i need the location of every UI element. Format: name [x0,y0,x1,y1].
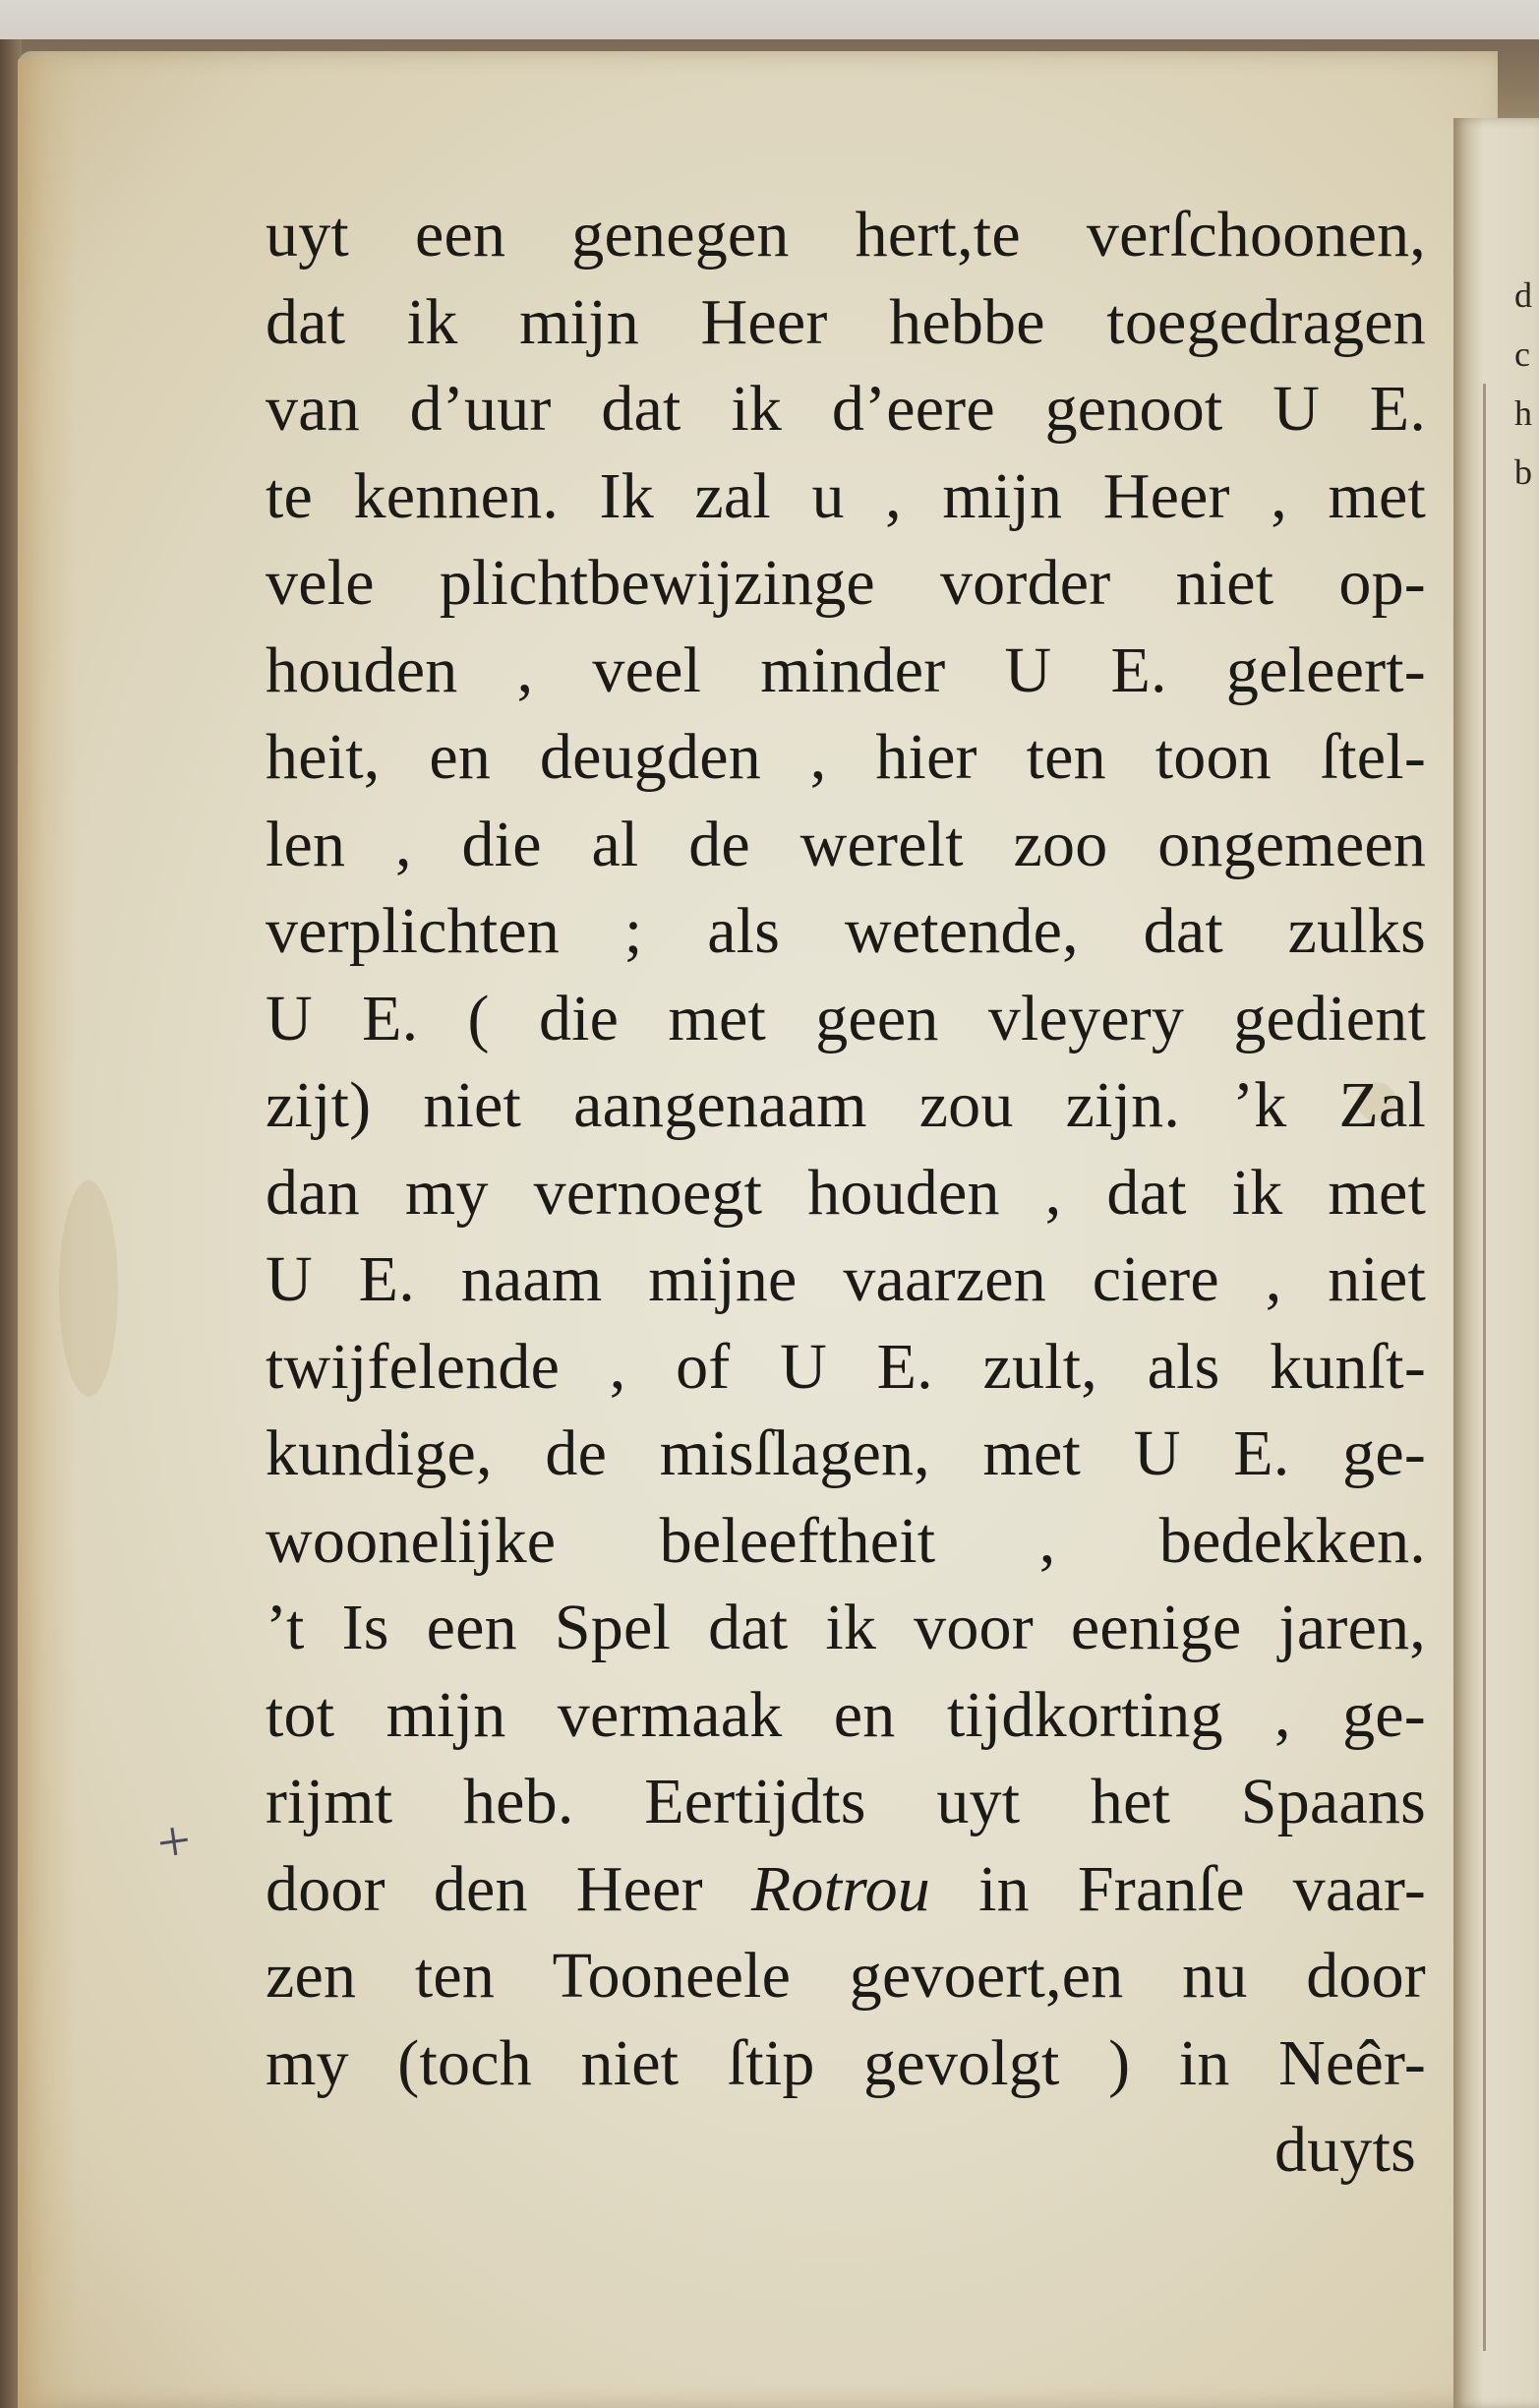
catchword [266,2107,1426,2195]
text-line: uyt een genegen hert,te verſchoonen, [266,199,1426,271]
page-stain [59,1180,118,1397]
text-line: tot mijn vermaak en tijdkorting , ge- [266,1678,1426,1751]
text-line: my (toch niet ſtip gevolgt ) in Neêr- [266,2026,1426,2099]
text-line: U E. naam mijne vaarzen ciere , niet [266,1243,1426,1315]
text-line: te kennen. Ik zal u , mijn Heer , met [266,459,1426,532]
next-page-letter: h [1514,393,1532,433]
italic-name: Rotrou [750,1852,931,1925]
next-page-letter: c [1514,334,1530,374]
text-segment: in Franſe vaar- [930,1852,1426,1925]
text-line: verplichten ; als wetende, dat zulks [266,895,1426,967]
handwritten-margin-mark: + [152,1806,196,1877]
text-line: kundige, de misſlagen, met U E. ge- [266,1417,1426,1489]
next-page-letter: d [1514,275,1532,315]
catchword-text: duyts [1273,2114,1416,2186]
text-line: rijmt heb. Eertijdts uyt het Spaans [266,1766,1426,1837]
text-line: heit, en deugden , hier ten toon ſtel- [266,721,1426,793]
text-line: len , die al de werelt zoo ongemeen [266,808,1426,880]
text-line: ’t Is een Spel dat ik voor eenige jaren, [266,1592,1426,1663]
text-line-with-italic [266,1846,1426,1934]
text-line: dat ik mijn Heer hebbe toegedragen [266,285,1426,358]
next-page-text [1514,266,1539,502]
text-line: twijfelende , of U E. zult, als kunſt- [266,1330,1426,1403]
page-text [266,192,1426,2195]
text-line: woonelijke beleeftheit , bedekken. [266,1504,1426,1577]
gutter-line [1483,384,1486,2351]
text-segment: door den Heer [266,1852,751,1925]
text-line: zijt) niet aangenaam zou zijn. ’k Zal [266,1069,1426,1141]
text-line: van d’uur dat ik d’eere genoot U E. [266,373,1426,445]
next-page-letter: b [1514,452,1532,492]
text-line: houden , veel minder U E. geleert- [266,633,1426,706]
text-line: dan my vernoegt houden , dat ik met [266,1156,1426,1229]
text-line: zen ten Tooneele gevoert,en nu door [266,1940,1426,2012]
text-line: vele plichtbewijzinge vorder niet op- [266,547,1426,619]
text-line: U E. ( die met geen vleyery gedient [266,982,1426,1054]
